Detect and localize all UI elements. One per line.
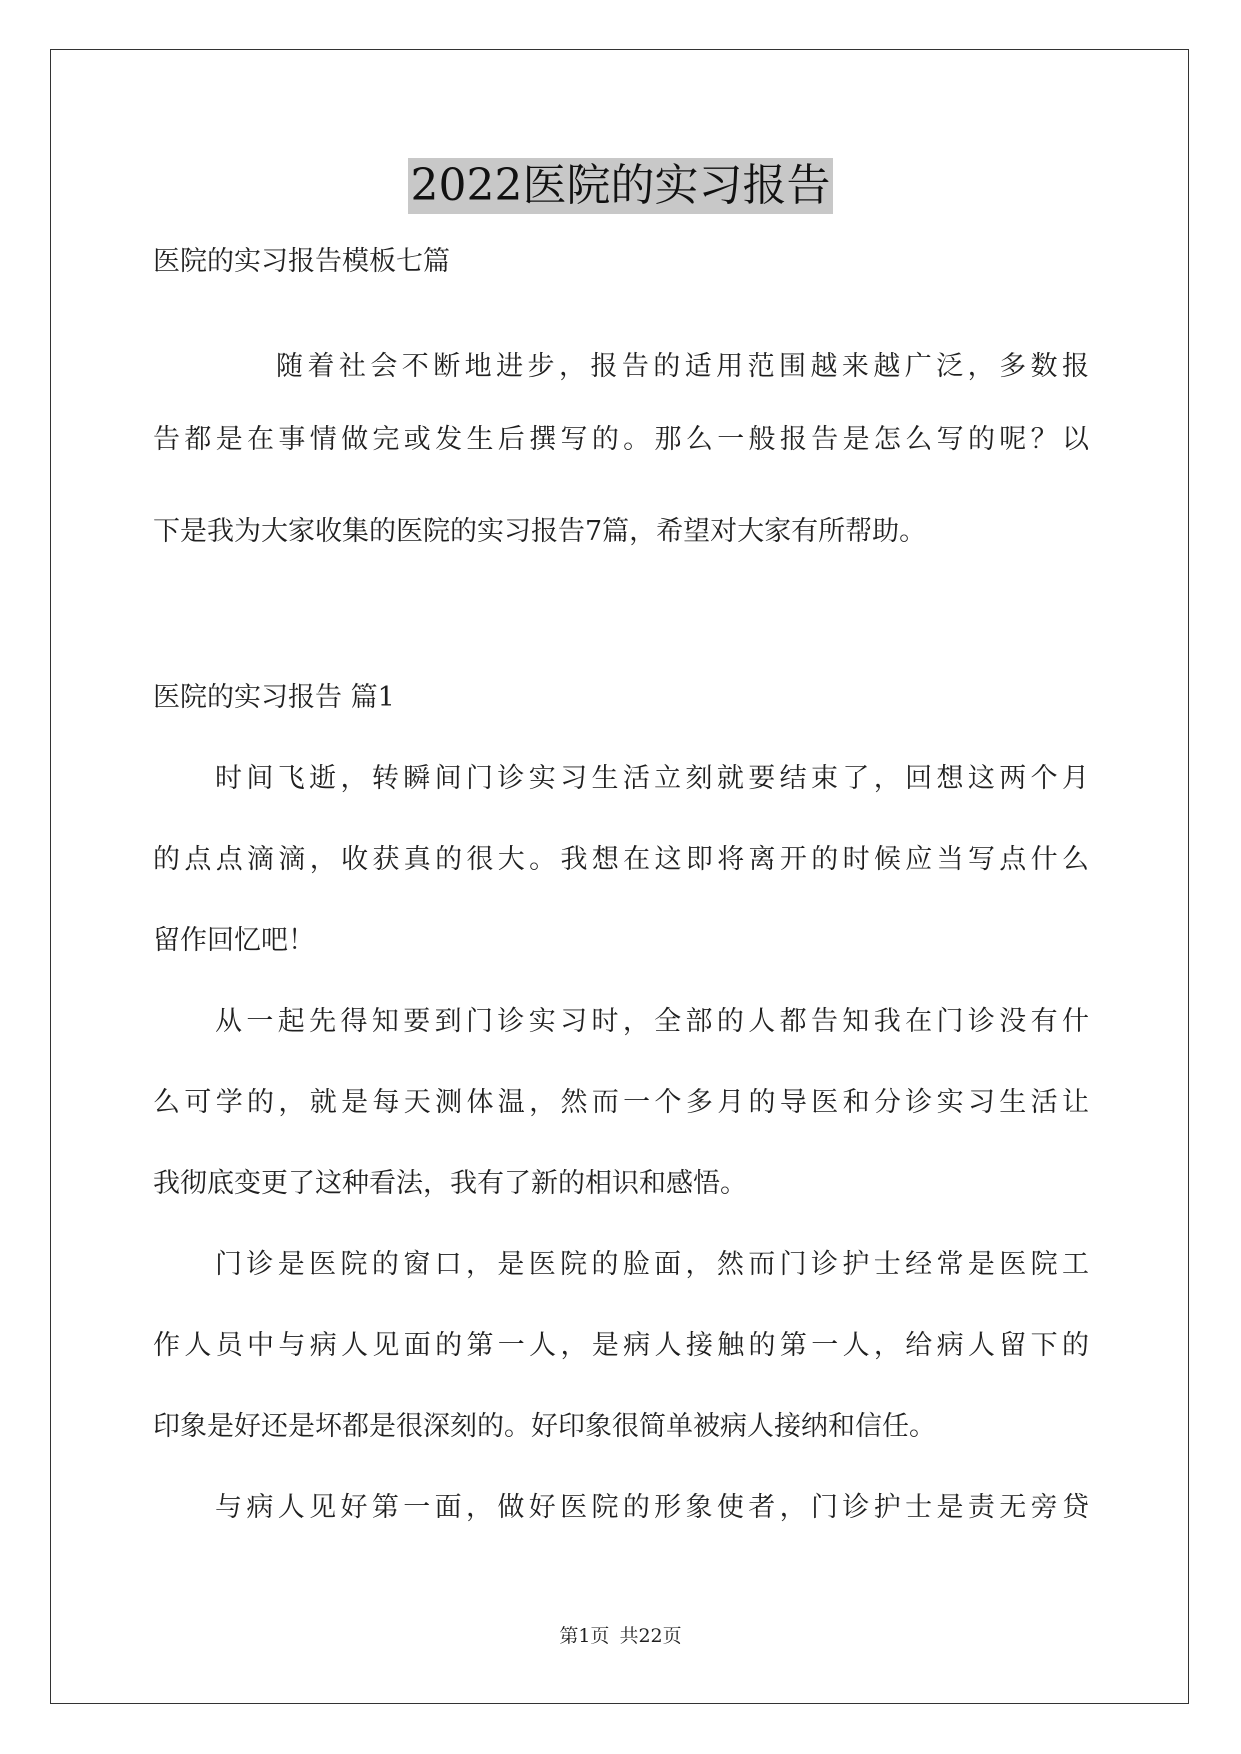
intro-line-1: 随着社会不断地进步，报告的适用范围越来越广泛，多数报 bbox=[276, 351, 1089, 382]
document-subtitle: 医院的实习报告模板七篇 bbox=[153, 246, 450, 277]
paragraph-line-4: 从一起先得知要到门诊实习时，全部的人都告知我在门诊没有什 bbox=[215, 1006, 1089, 1037]
paragraph-line-5: 么可学的，就是每天测体温，然而一个多月的导医和分诊实习生活让 bbox=[153, 1087, 1089, 1118]
paragraph-line-9: 印象是好还是坏都是很深刻的。好印象很简单被病人接纳和信任。 bbox=[153, 1411, 936, 1442]
section-heading: 医院的实习报告 篇1 bbox=[153, 682, 395, 713]
title-container bbox=[0, 158, 1241, 214]
paragraph-line-3: 留作回忆吧！ bbox=[153, 925, 315, 956]
paragraph-line-6: 我彻底变更了这种看法，我有了新的相识和感悟。 bbox=[153, 1168, 747, 1199]
paragraph-line-10: 与病人见好第一面，做好医院的形象使者，门诊护士是责无旁贷 bbox=[215, 1492, 1089, 1523]
paragraph-line-8: 作人员中与病人见面的第一人，是病人接触的第一人，给病人留下的 bbox=[153, 1330, 1089, 1361]
paragraph-line-7: 门诊是医院的窗口，是医院的脸面，然而门诊护士经常是医院工 bbox=[215, 1249, 1089, 1280]
intro-line-2: 告都是在事情做完或发生后撰写的。那么一般报告是怎么写的呢？以 bbox=[153, 424, 1089, 455]
document-title: 2022医院的实习报告 bbox=[408, 158, 834, 214]
paragraph-line-1: 时间飞逝，转瞬间门诊实习生活立刻就要结束了，回想这两个月 bbox=[215, 763, 1089, 794]
page-footer: 第1页 共22页 bbox=[559, 1625, 682, 1647]
paragraph-line-2: 的点点滴滴，收获真的很大。我想在这即将离开的时候应当写点什么 bbox=[153, 844, 1089, 875]
intro-line-3: 下是我为大家收集的医院的实习报告7篇，希望对大家有所帮助。 bbox=[153, 516, 927, 547]
